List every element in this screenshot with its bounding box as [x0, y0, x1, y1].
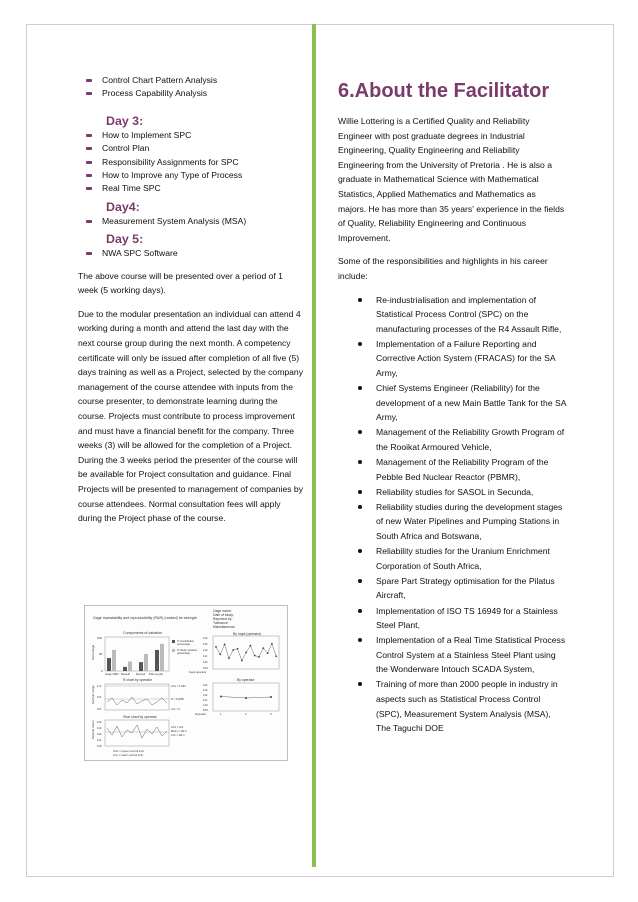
list-item: Real Time SPC: [102, 182, 304, 195]
contribution-bar: [123, 667, 127, 671]
tick-label: 113: [203, 688, 208, 692]
data-point: [271, 643, 273, 645]
by-operator-ticks: [203, 683, 208, 712]
tick-label: 0: [101, 669, 103, 673]
tick-label: 114: [97, 720, 102, 724]
range-limits: [171, 684, 186, 711]
tick-label: 110: [203, 660, 208, 664]
data-point: [275, 655, 277, 657]
right-column: [338, 74, 566, 736]
list-item: Reliability studies during the development stages of new Water Pipelines and Pumping Stations in South Africa and Botswana,: [376, 500, 566, 544]
tick-label: 113: [97, 726, 102, 730]
by-operator-categories: [220, 712, 272, 716]
gage-rr-chart: [85, 606, 287, 760]
range-plot-area: [105, 684, 169, 710]
category-label: 1: [220, 712, 222, 716]
data-point: [241, 660, 243, 662]
day-3-list: [78, 129, 304, 196]
by-operator-title: By operator: [237, 678, 255, 682]
range-title: R chart by operator: [123, 678, 153, 682]
day-4-list: [78, 215, 304, 228]
data-point: [254, 655, 256, 657]
xbar-series-line: [107, 725, 167, 738]
list-item: How to Improve any Type of Process: [102, 169, 304, 182]
column-divider: [312, 24, 316, 867]
components-legend: [172, 639, 198, 655]
components-ticks: [97, 636, 103, 673]
by-part-xlabel: Ingot operator: [189, 670, 207, 674]
tick-label: 50: [99, 652, 103, 656]
operator-mean-point: [270, 696, 272, 698]
data-point: [228, 657, 230, 659]
info-line: Miscellaneous:: [213, 625, 236, 629]
gage-rr-figure: [84, 605, 288, 761]
limit-label: LCL = 0: [171, 708, 181, 711]
tick-label: 114: [203, 683, 208, 687]
list-item: Management of the Reliability Program of the Pebble Bed Nuclear Reactor (PBMR),: [376, 455, 566, 484]
limit-label: UCL = 1.094: [171, 685, 186, 688]
category-label: 2: [245, 712, 247, 716]
tick-label: 109: [203, 666, 208, 670]
section-title: 6.About the Facilitator: [338, 80, 550, 102]
day-3-heading: Day 3:: [106, 113, 144, 128]
tick-label: 110: [97, 744, 102, 748]
list-item: Implementation of a Real Time Statistical Process Control System at a Stainless Steel Plant using the Wonderware Intouch SCADA System,: [376, 633, 566, 677]
by-operator-xlabel: Operator: [195, 712, 207, 716]
tick-label: 100: [97, 636, 103, 640]
by-part-title: By Ingot (operator): [233, 632, 262, 636]
figure-title: Gage repeatability and reproducibility (R&R) (ranked) for strength: [93, 616, 197, 620]
info-line: Reported by:: [213, 617, 233, 621]
tick-label: 109: [203, 708, 208, 712]
limit-label: UCL = 112: [171, 726, 184, 729]
by-part-ticks: [203, 636, 208, 670]
components-bars: [107, 644, 164, 671]
list-item: How to Implement SPC: [102, 129, 304, 142]
list-item: Responsibility Assignments for SPC: [102, 156, 304, 169]
operator-mean-point: [245, 697, 247, 699]
range-ylabel: Sample range: [91, 685, 95, 704]
bio-paragraph: Willie Lottering is a Certified Quality and Reliability Engineer with post graduate degrees in Industrial Engineering, Quality Engineering and Reliability Engineering from the University of Pretoria . He is also a graduate in Mathematical Science with Mathematical Statistics, Applied Mathematics and Mathematics as majors. He has more than 35 years' experience in the fields of Quality, Reliability Engineering and Continuous Improvement.: [338, 116, 565, 243]
range-ticks: [97, 684, 102, 711]
operator-mean-point: [220, 695, 222, 697]
components-title: Components of variation: [123, 631, 162, 635]
study-info: [213, 609, 235, 629]
xbar-ylabel: Sample mean: [91, 720, 95, 739]
list-item: Implementation of a Failure Reporting and Corrective Action System (FRACAS) for the SA Army,: [376, 337, 566, 381]
data-point: [250, 645, 252, 647]
category-label: Repeat: [121, 672, 131, 676]
legend-label: percentage: [177, 652, 190, 655]
contribution-bar: [139, 662, 143, 671]
xbar-ticks: [97, 720, 102, 748]
day-5-heading: Day 5:: [106, 232, 144, 247]
legend-swatch: [172, 640, 175, 643]
tick-label: 114: [203, 636, 208, 640]
list-item: Reliability studies for the Uranium Enrichment Corporation of South Africa,: [376, 544, 566, 573]
tick-label: 110: [203, 703, 208, 707]
contribution-bar: [107, 658, 111, 671]
list-item: Control Plan: [102, 142, 304, 155]
study-variation-bar: [144, 654, 148, 671]
xbar-plot-area: [105, 720, 169, 746]
tick-label: 0.5: [97, 695, 102, 699]
data-point: [224, 644, 226, 646]
figure-notes: [113, 749, 144, 757]
xbar-title: Xbar chart by operator: [123, 715, 157, 719]
study-variation-bar: [128, 661, 132, 671]
xbar-limits: [171, 725, 187, 737]
list-item: Measurement System Analysis (MSA): [102, 215, 304, 228]
category-label: 3: [270, 712, 272, 716]
highlights-list: [338, 293, 566, 736]
components-ylabel: Percentage: [91, 644, 95, 660]
tick-label: 113: [203, 642, 208, 646]
note-line: UCL = upper control limit: [113, 749, 144, 753]
list-item: Reliability studies for SASOL in Secunda,: [376, 485, 566, 500]
components-categories: [105, 672, 163, 676]
list-item: Spare Part Strategy optimisation for the Pilatus Aircraft,: [376, 574, 566, 603]
legend-label: percentage: [177, 643, 190, 646]
list-item: Re-industrialisation and implementation of Statistical Process Control (SPC) on the manufacturing processes of the R4 Assault Rifle,: [376, 293, 566, 337]
data-point: [262, 647, 264, 649]
info-line: Tolerance:: [213, 621, 229, 625]
list-item: Chief Systems Engineer (Reliability) for the development of a new Main Battle Tank for the SA Army,: [376, 381, 566, 425]
range-series-line: [107, 697, 167, 705]
tick-label: 112: [203, 648, 208, 652]
day-4-heading: Day4:: [106, 199, 140, 214]
list-item: Training of more than 2000 people in industry in aspects such as Statistical Process Control (SPC), Measurement System Analysis (MSA), The Taguchi DOE: [376, 677, 566, 735]
legend-label: % Contribution: [177, 640, 195, 643]
tick-label: 112: [203, 693, 208, 697]
highlights-intro: Some of the responsibilities and highlights in his career include:: [338, 256, 548, 281]
duration-paragraph: The above course will be presented over a period of 1 week (5 working days).: [78, 270, 283, 296]
tick-label: 111: [203, 698, 208, 702]
note-line: LCL = lower control limit: [113, 753, 143, 757]
category-label: Part-to-part: [149, 672, 164, 676]
list-item: Control Chart Pattern Analysis: [102, 74, 304, 87]
data-point: [258, 656, 260, 658]
contribution-bar: [155, 650, 159, 671]
list-item: Implementation of ISO TS 16949 for a Stainless Steel Plant,: [376, 604, 566, 633]
list-item: Management of the Reliability Growth Program of the Rooikat Armoured Vehicle,: [376, 425, 566, 454]
category-label: Gage R&R: [105, 672, 119, 676]
category-label: Reprod: [136, 672, 146, 676]
list-item: NWA SPC Software: [102, 247, 304, 260]
modular-paragraph: Due to the modular presentation an individual can attend 4 working during a month and attend the last day with the next course group during the next month. A competency certificate will only be issued after completion of all five (5) days training as well as a Project, selected by the company management of the course attendee with inputs from the course presenter, to demonstrate learning during the course. Projects must contribute to process improvement and must have a financial benefit for the company. Three weeks (3) will be allowed for the completion of a Project. During the 3 weeks period the presenter of the course will be available for Project consultation and guidance. Final Projects will be presented to management of companies by course attendees. Normal consultation fees will apply during the Project phase of the course.: [78, 308, 303, 524]
data-point: [219, 653, 221, 655]
intro-list: [78, 74, 304, 101]
limit-label: R = 0.3250: [171, 698, 184, 701]
data-point: [245, 652, 247, 654]
limit-label: Mean = 111.5: [171, 730, 187, 733]
legend-swatch: [172, 649, 175, 652]
data-point: [237, 648, 239, 650]
tick-label: 0.0: [97, 707, 102, 711]
tick-label: 111: [97, 738, 102, 742]
tick-label: 111: [203, 654, 208, 658]
tick-label: 1.0: [97, 684, 102, 688]
data-point: [232, 649, 234, 651]
limit-label: LCL = 111.1: [171, 734, 185, 737]
data-point: [215, 646, 217, 648]
study-variation-bar: [112, 650, 116, 671]
day-5-list: [78, 247, 304, 260]
study-variation-bar: [160, 644, 164, 671]
list-item: Process Capability Analysis: [102, 87, 304, 100]
tick-label: 112: [97, 732, 102, 736]
data-point: [267, 652, 269, 654]
legend-label: % Study variation: [177, 649, 198, 652]
left-column: [78, 74, 304, 535]
info-line: Gage name:: [213, 609, 232, 613]
info-line: Date of study:: [213, 613, 234, 617]
